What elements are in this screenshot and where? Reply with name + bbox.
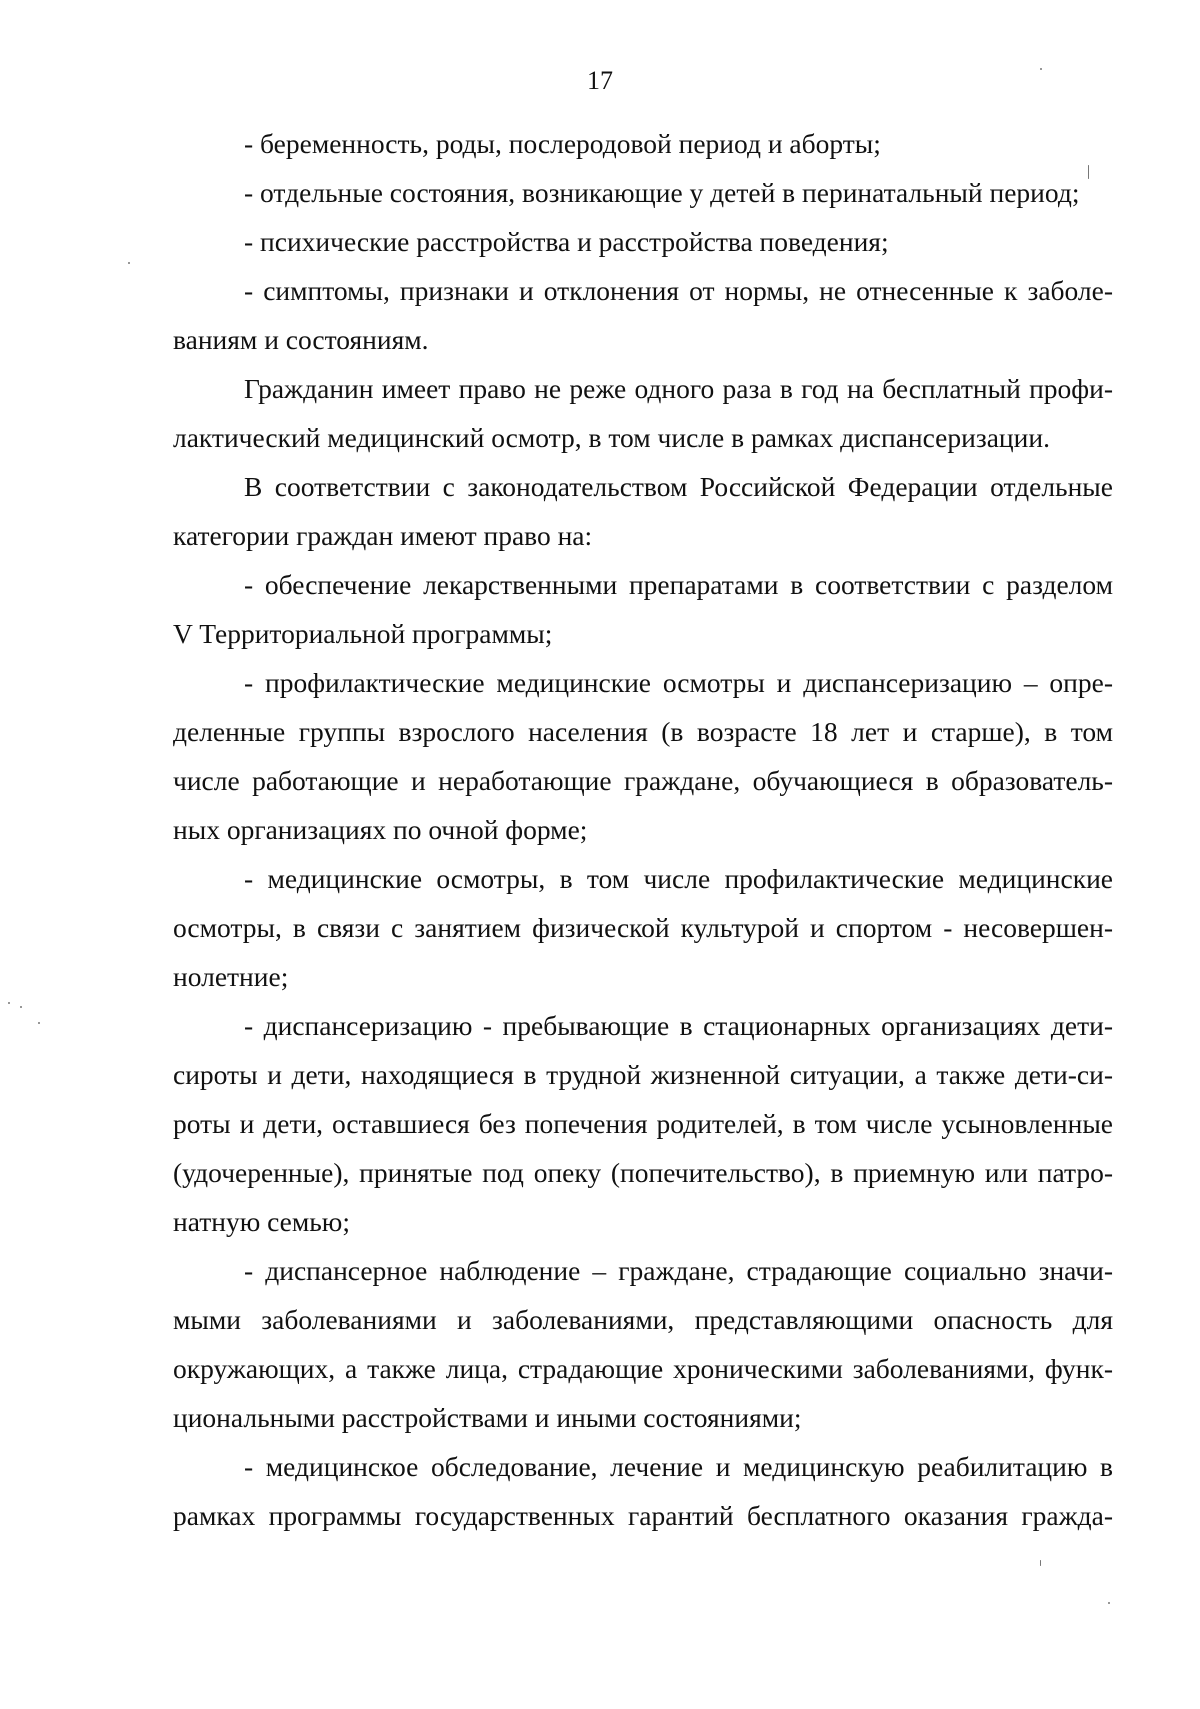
scan-speck — [1040, 1560, 1041, 1566]
text-line: категории граждан имеют право на: — [173, 520, 593, 551]
text-line: - отдельные состояния, возникающие у детей в перинатальный период; — [244, 177, 1080, 208]
scan-speck — [8, 1002, 10, 1004]
text-line: натную семью; — [173, 1206, 350, 1237]
text-line: - медицинские осмотры, в том числе профилактические медицинские — [244, 863, 1113, 894]
text-line: рамках программы государственных гарантий бесплатного оказания гражда- — [173, 1500, 1113, 1531]
text-line: - профилактические медицинские осмотры и диспансеризацию – опре- — [244, 667, 1113, 698]
text-line: (удочеренные), принятые под опеку (попечительство), в приемную или патро- — [173, 1157, 1113, 1188]
text-line: В соответствии с законодательством Российской Федерации отдельные — [244, 471, 1113, 502]
text-line: - обеспечение лекарственными препаратами в соответствии с разделом — [244, 569, 1113, 600]
text-line: - психические расстройства и расстройства поведения; — [244, 226, 889, 257]
scan-speck — [20, 1006, 22, 1008]
text-line: лактический медицинский осмотр, в том числе в рамках диспансеризации. — [173, 422, 1050, 453]
text-line: сироты и дети, находящиеся в трудной жизненной ситуации, а также дети-си- — [173, 1059, 1113, 1090]
text-line: окружающих, а также лица, страдающие хроническими заболеваниями, функ- — [173, 1353, 1113, 1384]
scan-speck — [1108, 1602, 1110, 1604]
text-line: роты и дети, оставшиеся без попечения родителей, в том числе усыновленные — [173, 1108, 1113, 1139]
text-line: - симптомы, признаки и отклонения от нормы, не отнесенные к заболе- — [244, 275, 1113, 306]
text-line: деленные группы взрослого населения (в возрасте 18 лет и старше), в том — [173, 716, 1113, 747]
text-line: мыми заболеваниями и заболеваниями, представляющими опасность для — [173, 1304, 1113, 1335]
text-line: ных организациях по очной форме; — [173, 814, 588, 845]
text-line: циональными расстройствами и иными состояниями; — [173, 1402, 802, 1433]
scan-speck — [38, 1022, 40, 1024]
scan-speck — [1040, 68, 1042, 70]
scan-speck — [1088, 165, 1089, 179]
text-line: нолетние; — [173, 961, 289, 992]
text-line: ваниям и состояниям. — [173, 324, 429, 355]
text-line: - беременность, роды, послеродовой период и аборты; — [244, 128, 881, 159]
text-line: осмотры, в связи с занятием физической культурой и спортом - несовершен- — [173, 912, 1113, 943]
page-number: 17 — [587, 66, 613, 95]
text-line: - диспансеризацию - пребывающие в стационарных организациях дети- — [244, 1010, 1113, 1041]
text-line: Гражданин имеет право не реже одного раза в год на бесплатный профи- — [244, 373, 1113, 404]
text-line: - медицинское обследование, лечение и медицинскую реабилитацию в — [244, 1451, 1113, 1482]
document-body — [173, 119, 1113, 1540]
text-line: - диспансерное наблюдение – граждане, страдающие социально значи- — [244, 1255, 1113, 1286]
text-line: числе работающие и неработающие граждане, обучающиеся в образователь- — [173, 765, 1113, 796]
text-line: V Территориальной программы; — [173, 618, 553, 649]
scan-speck — [128, 262, 130, 264]
